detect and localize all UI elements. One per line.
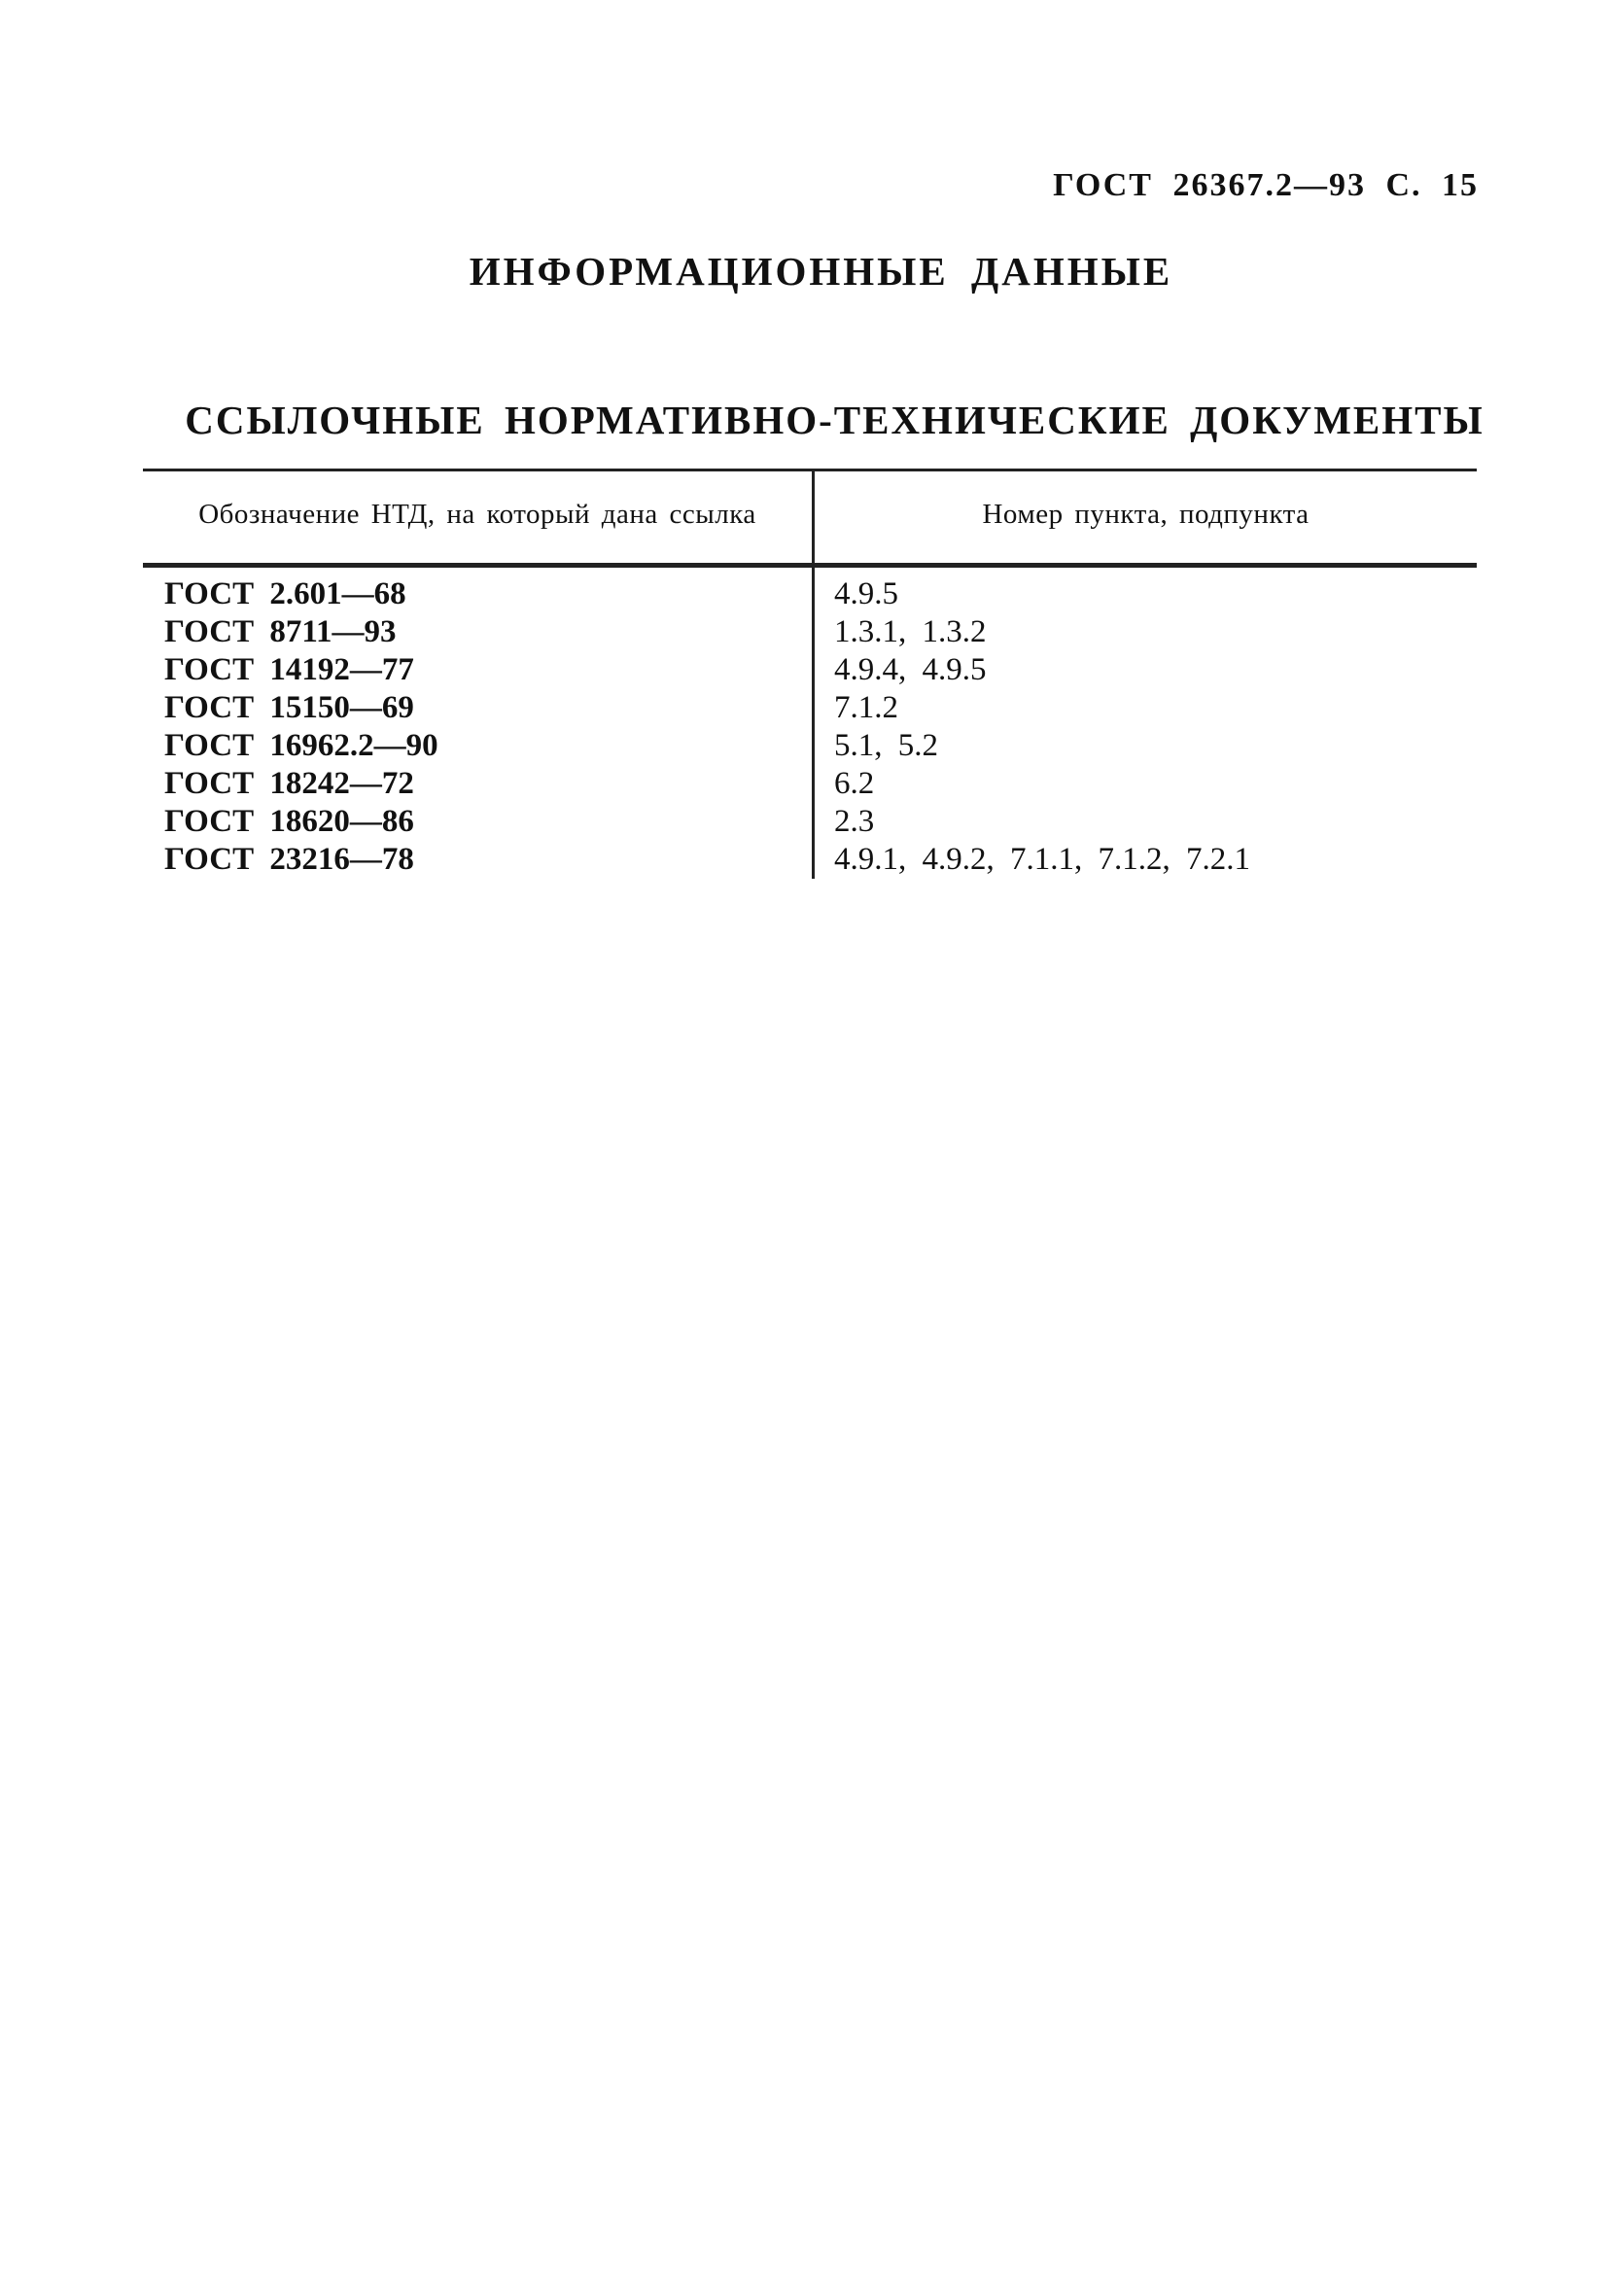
clause-cell: 4.9.1, 4.9.2, 7.1.1, 7.1.2, 7.2.1 (834, 842, 1250, 877)
clause-cell: 1.3.1, 1.3.2 (834, 614, 987, 649)
doc-cell: ГОСТ 2.601—68 (143, 566, 814, 614)
reference-documents-table (143, 469, 1477, 879)
doc-cell: ГОСТ 15150—69 (143, 689, 814, 727)
clause-cell: 4.9.4, 4.9.5 (834, 652, 987, 687)
doc-cell: ГОСТ 8711—93 (143, 613, 814, 651)
table-row (143, 613, 1477, 651)
clause-cell: 7.1.2 (834, 690, 898, 725)
doc-cell: ГОСТ 14192—77 (143, 651, 814, 689)
doc-cell: ГОСТ 16962.2—90 (143, 727, 814, 765)
section-title: ССЫЛОЧНЫЕ НОРМАТИВНО-ТЕХНИЧЕСКИЕ ДОКУМЕНТЫ (185, 398, 1485, 442)
table-body (143, 566, 1477, 880)
table-header-row (143, 470, 1477, 566)
doc-cell: ГОСТ 18242—72 (143, 765, 814, 803)
doc-cell: ГОСТ 18620—86 (143, 803, 814, 841)
table-row (143, 803, 1477, 841)
table-row (143, 689, 1477, 727)
clause-cell: 2.3 (834, 804, 875, 839)
table-row (143, 841, 1477, 879)
table-row (143, 727, 1477, 765)
table-row (143, 651, 1477, 689)
page-title: ИНФОРМАЦИОННЫЕ ДАННЫЕ (469, 249, 1173, 294)
table-row (143, 765, 1477, 803)
column-header-doc: Обозначение НТД, на который дана ссылка (143, 470, 814, 566)
clause-cell: 4.9.5 (834, 576, 898, 611)
doc-cell: ГОСТ 23216—78 (143, 841, 814, 879)
clause-cell: 5.1, 5.2 (834, 728, 938, 763)
clause-cell: 6.2 (834, 766, 875, 801)
column-header-clause: Номер пункта, подпункта (814, 470, 1478, 566)
table-row (143, 566, 1477, 614)
page-header: ГОСТ 26367.2—93 С. 15 (1053, 167, 1479, 203)
